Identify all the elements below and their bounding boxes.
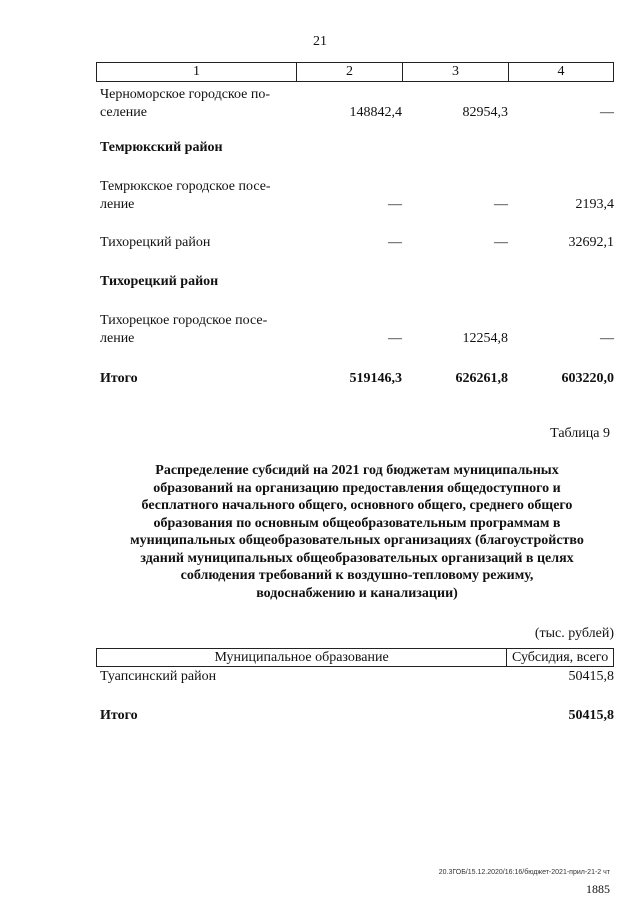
cell-value: — (494, 197, 508, 212)
row-name: Тихорецкий район (100, 235, 211, 250)
total-value: 50415,8 (568, 708, 614, 723)
table-row (96, 668, 614, 688)
district-heading: Темрюкский район (100, 140, 223, 155)
table-header (96, 62, 614, 82)
total-value: 519146,3 (349, 371, 402, 386)
row-name: Черноморское городское по- селение (100, 87, 271, 120)
cell-value: 32692,1 (568, 235, 614, 250)
col-header-4: 4 (557, 64, 565, 79)
cell-value: — (388, 331, 402, 346)
total-value: 626261,8 (455, 371, 508, 386)
cell-value: 148842,4 (349, 105, 402, 120)
table-label: Таблица 9 (550, 426, 610, 441)
units-label: (тыс. рублей) (534, 626, 614, 641)
table-row (96, 178, 614, 218)
col-header-subsidy: Субсидия, всего (511, 650, 609, 665)
row-name: Тихорецкое городское посе- ление (100, 313, 268, 346)
table-title: Распределение субсидий на 2021 год бюджетам муниципальных образований на организацию предоставления общедоступного и бесплатного начального общего, основного общего, среднего общего образования по основным общеобразовательным программам в муниципальных общеобразовательных организациях (благоустройство зданий муниципальных общеобразовательных организаций в целях соблюдения требований к воздушно-тепловому режиму, водоснабжению и канализации) (130, 463, 584, 601)
cell-value: 12254,8 (462, 331, 508, 346)
district-heading: Тихорецкий район (100, 274, 219, 289)
cell-value: — (388, 235, 402, 250)
cell-value: 82954,3 (462, 105, 508, 120)
cell-value: 2193,4 (575, 197, 614, 212)
col-header-municipality: Муниципальное образование (97, 649, 507, 666)
table-row (96, 234, 614, 254)
cell-value: — (600, 331, 614, 346)
total-value: 603220,0 (561, 371, 614, 386)
document-code: 20.3ГОБ/15.12.2020/16:16/бюджет-2021-прил-21-2 чт (438, 869, 610, 876)
row-name: Туапсинский район (100, 669, 217, 684)
col-header-3: 3 (403, 63, 509, 81)
table-row (96, 312, 614, 352)
page-number: 21 (313, 34, 327, 49)
row-name: Темрюкское городское посе- ление (100, 179, 271, 212)
sheet-number: 1885 (586, 882, 610, 896)
total-row (96, 707, 614, 727)
cell-value: — (494, 235, 508, 250)
cell-value: 50415,8 (568, 669, 614, 684)
cell-value: — (388, 197, 402, 212)
col-header-2: 2 (297, 63, 403, 81)
table-header (96, 648, 614, 667)
col-header-1: 1 (97, 63, 297, 81)
total-label: Итого (100, 708, 138, 723)
total-row (96, 370, 614, 390)
total-label: Итого (100, 371, 138, 386)
table-row (96, 86, 614, 126)
cell-value: — (600, 105, 614, 120)
